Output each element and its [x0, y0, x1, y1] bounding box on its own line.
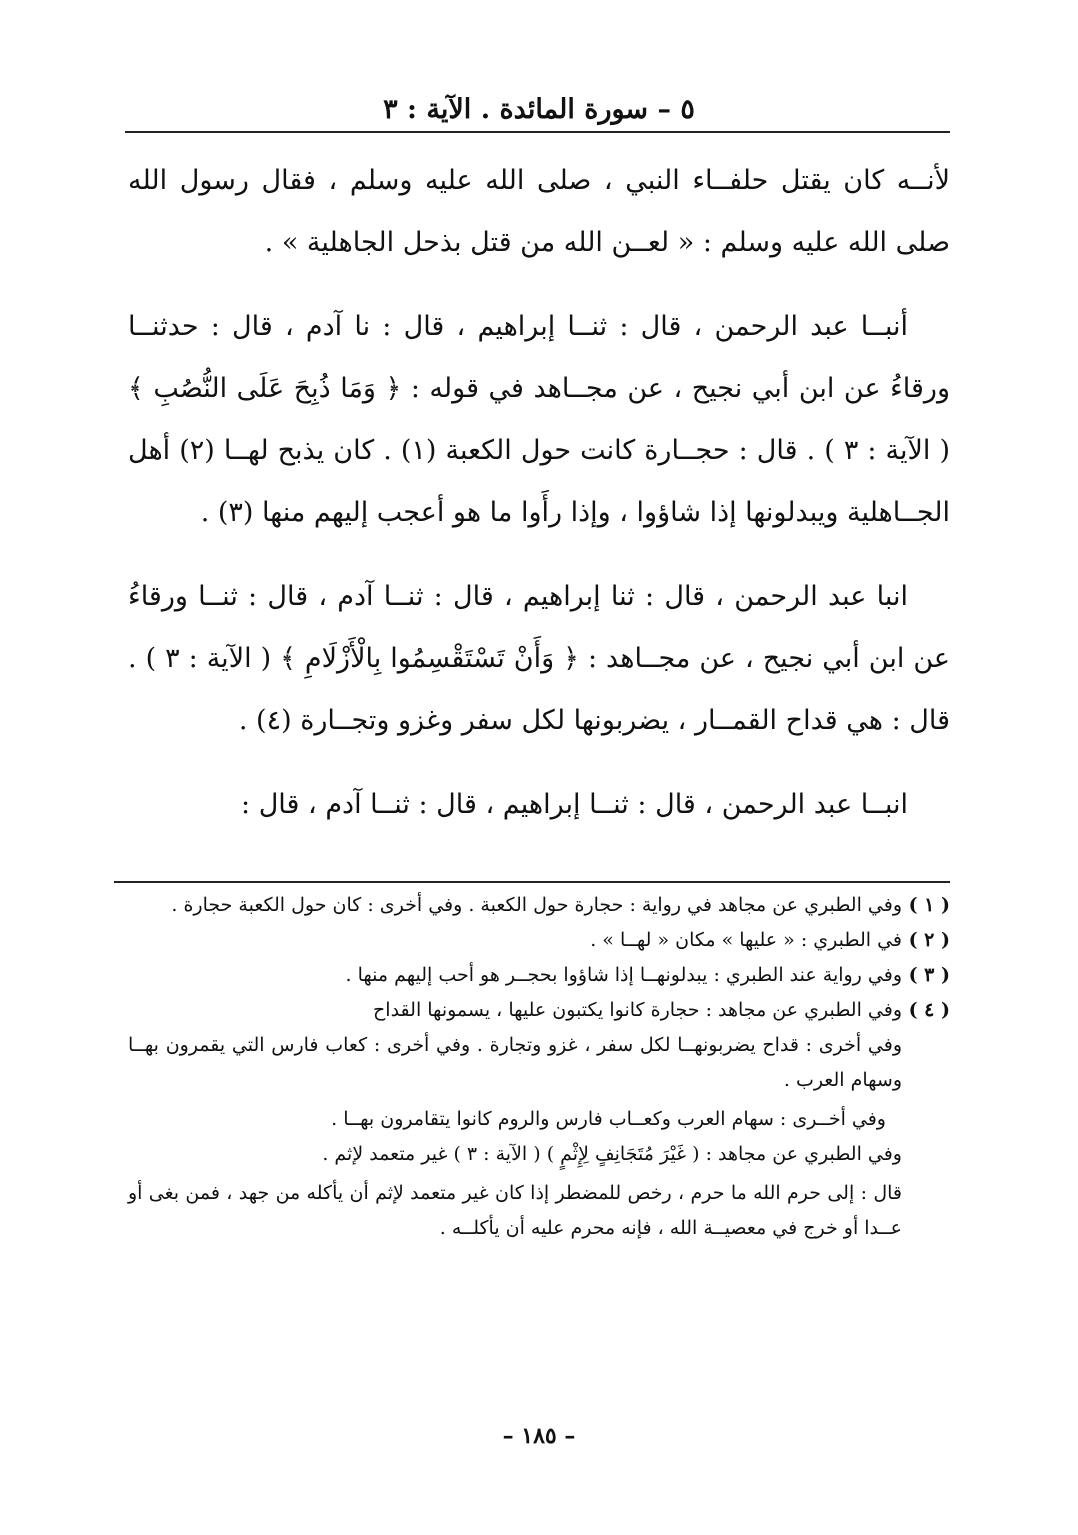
- footnote-3: [128, 958, 950, 993]
- footnote-text: في الطبري : « عليها » مكان « لهــا » .: [590, 929, 902, 951]
- header-rule: [125, 131, 950, 133]
- footnote-4-continuation-4: قال : إلى حرم الله ما حرم ، رخص للمضطر إذا كان غير متعمد لإثم أن يأكله من جهد ، فمن بغى أو عــدا أو خرج في معصيــة الله ، فإنه محرم عليه أن يأكلــه .: [128, 1182, 902, 1239]
- paragraph-4: انبــا عبد الرحمن ، قال : ثنــا إبراهيم ، قال : ثنــا آدم ، قال :: [241, 789, 908, 820]
- footnote-4-continuation-2: وفي أخــرى : سهام العرب وكعــاب فارس والروم كانوا يتقامرون بهــا .: [331, 1108, 886, 1130]
- footnote-1: [128, 888, 950, 923]
- footnote-rule: [114, 881, 950, 883]
- footnotes: [128, 888, 950, 1246]
- footnote-4-continuation-1: وفي أخرى : قداح يضربونهــا لكل سفر ، غزو وتجارة . وفي أخرى : كعاب فارس التي يقمرون بهــا وسهام العرب .: [128, 1034, 902, 1091]
- footnote-2: [128, 923, 950, 958]
- footnote-number: ( ٢ ): [908, 929, 950, 951]
- footnote-number: ( ١ ): [908, 894, 950, 916]
- footnote-text: وفي رواية عند الطبري : يبدلونهــا إذا شاؤوا بحجــر هو أحب إليهم منها .: [345, 964, 902, 986]
- paragraph-1: لأنــه كان يقتل حلفــاء النبي ، صلى الله عليه وسلم ، فقال رسول الله صلى الله عليه وسلم : « لعــن الله من قتل بذحل الجاهلية » .: [128, 165, 950, 258]
- main-text: [128, 150, 950, 836]
- footnote-number: ( ٤ ): [908, 999, 950, 1021]
- footnote-4-continuation-3: وفي الطبري عن مجاهد : ( غَيْرَ مُتَجَانِفٍ لِإِثْمٍ ) ( الآية : ٣ ) غير متعمد لإثم .: [322, 1143, 902, 1165]
- page-number: – ١٨٥ –: [502, 1423, 576, 1449]
- paragraph-3: انبا عبد الرحمن ، قال : ثنا إبراهيم ، قال : ثنــا آدم ، قال : ثنــا ورقاءُ عن ابن أبي نجيح ، عن مجــاهد : ﴿ وَأَنْ تَسْتَقْسِمُوا بِالْأَزْلَامِ ﴾ ( الآية : ٣ ) . قال : هي قداح القمــار ، يضربونها لكل سفر وغزو وتجــارة (٤) .: [128, 581, 950, 736]
- paragraph-2: أنبــا عبد الرحمن ، قال : ثنــا إبراهيم ، قال : نا آدم ، قال : حدثنــا ورقاءُ عن ابن أبي نجيح ، عن مجــاهد في قوله : ﴿ وَمَا ذُبِحَ عَلَى النُّصُبِ ﴾ ( الآية : ٣ ) . قال : حجــارة كانت حول الكعبة (١) . كان يذبح لهــا (٢) أهل الجــاهلية ويبدلونها إذا شاؤوا ، وإذا رأَوا ما هو أعجب إليهم منها (٣) .: [128, 311, 950, 528]
- footnote-text: وفي الطبري عن مجاهد : حجارة كانوا يكتبون عليها ، يسمونها القداح: [373, 999, 902, 1021]
- footnote-text: وفي الطبري عن مجاهد في رواية : حجارة حول الكعبة . وفي أخرى : كان حول الكعبة حجارة .: [171, 894, 902, 916]
- footnote-4: [128, 993, 950, 1028]
- running-title: ٥ – سورة المائدة . الآية : ٣: [383, 94, 695, 125]
- footnote-number: ( ٣ ): [908, 964, 950, 986]
